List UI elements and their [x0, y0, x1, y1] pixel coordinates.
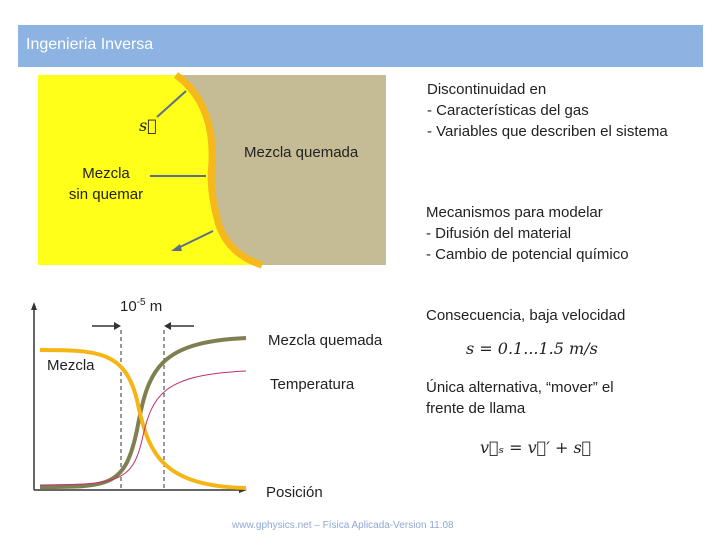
plot-temperature-label: Temperatura [270, 376, 355, 393]
discontinuity-item: - Variables que describen el sistema [427, 123, 668, 140]
mechanisms-item: - Cambio de potencial químico [426, 246, 629, 263]
front-thickness-label: $10^{-5}$ m [120, 297, 163, 315]
discontinuity-title: Discontinuidad en [427, 81, 547, 98]
discontinuity-block [427, 79, 668, 142]
slide-title: Ingenieria Inversa [26, 36, 154, 53]
mechanisms-block [426, 202, 629, 265]
mechanisms-item: - Difusión del material [426, 225, 572, 242]
plot-mix-label: Mezcla [47, 357, 95, 374]
alternative-text: Única alternativa, “mover” el frente de llama [426, 379, 614, 417]
consequence-text: Consecuencia, baja velocidad [426, 307, 626, 324]
plot-y-arrowhead [31, 302, 37, 310]
thickness-arrowhead-right [164, 322, 171, 330]
front-velocity-formula: v⃗ₛ = v⃗′ + s⃗ [480, 438, 592, 457]
mechanisms-title: Mecanismos para modelar [426, 204, 603, 221]
footer-credit: www.gphysics.net – Física Aplicada-Version 11.08 [232, 520, 454, 531]
plot-burned-label: Mezcla quemada [268, 332, 383, 349]
flame-speed-formula: s = 0.1...1.5 m/s [466, 339, 598, 358]
discontinuity-item: - Características del gas [427, 102, 589, 119]
unburned-mixture-label: Mezcla sin quemar [68, 165, 144, 203]
thickness-arrowhead-left [114, 322, 121, 330]
entropy-vector-symbol: s⃗ [139, 116, 157, 135]
plot-position-label: Posición [266, 484, 323, 501]
burned-mixture-label: Mezcla quemada [244, 144, 359, 161]
